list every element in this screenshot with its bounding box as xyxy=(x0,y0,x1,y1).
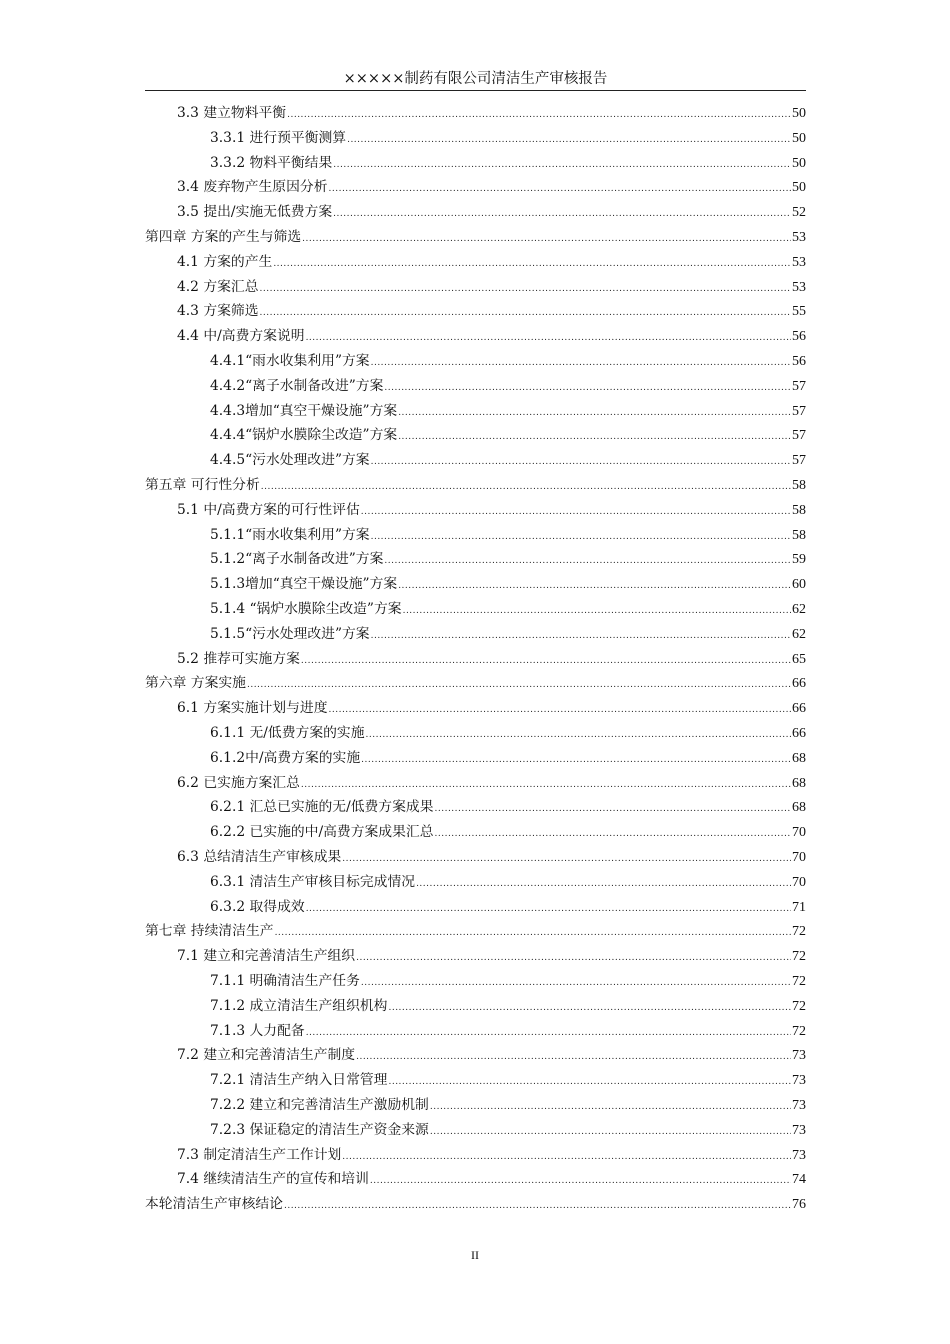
toc-entry-title: 6.1.1 无/低费方案的实施 xyxy=(210,725,365,741)
toc-entry-title: 3.3 建立物料平衡 xyxy=(177,105,287,121)
toc-entry-title: 4.4.5“污水处理改进”方案 xyxy=(210,452,370,469)
toc-entry-title: 3.4 废弃物产生原因分析 xyxy=(177,179,328,196)
toc-entry[interactable] xyxy=(210,547,806,572)
toc-entry[interactable] xyxy=(210,820,806,845)
toc-dot-leader xyxy=(356,946,791,971)
toc-dot-leader xyxy=(329,698,792,723)
toc-entry-title: 6.2.1 汇总已实施的无/低费方案成果 xyxy=(210,799,434,816)
toc-entry-page: 50 xyxy=(792,155,806,171)
toc-entry[interactable] xyxy=(210,423,806,448)
toc-entry-title: 3.5 提出/实施无低费方案 xyxy=(177,204,333,221)
toc-entry[interactable] xyxy=(210,795,806,820)
toc-entry-title: 第四章 方案的产生与筛选 xyxy=(145,229,302,245)
toc-dot-leader xyxy=(306,326,791,351)
toc-dot-leader xyxy=(260,301,791,326)
toc-entry-page: 60 xyxy=(792,577,806,593)
toc-entry-page: 56 xyxy=(792,329,806,345)
toc-dot-leader xyxy=(398,401,791,426)
toc-entry[interactable] xyxy=(145,671,806,696)
toc-entry[interactable] xyxy=(177,498,806,523)
toc-dot-leader xyxy=(342,1145,791,1170)
toc-entry-page: 66 xyxy=(792,701,806,717)
toc-entry-page: 66 xyxy=(792,676,806,692)
toc-entry-title: 5.1.4 “锅炉水膜除尘改造”方案 xyxy=(210,601,402,617)
toc-entry[interactable] xyxy=(177,647,806,672)
header-rule xyxy=(145,90,806,91)
toc-entry-title: 6.2.2 已实施的中/高费方案成果汇总 xyxy=(210,824,434,841)
toc-entry-title: 第七章 持续清洁生产 xyxy=(145,923,274,940)
toc-entry[interactable] xyxy=(210,126,806,151)
toc-entry-page: 57 xyxy=(792,428,806,444)
toc-dot-leader xyxy=(329,177,792,202)
toc-entry[interactable] xyxy=(177,771,806,796)
toc-entry[interactable] xyxy=(177,324,806,349)
toc-entry[interactable] xyxy=(210,994,806,1019)
toc-entry[interactable] xyxy=(210,746,806,771)
toc-entry-page: 71 xyxy=(792,899,806,915)
toc-entry-title: 4.4.1“雨水收集利用”方案 xyxy=(210,353,370,369)
toc-entry-page: 72 xyxy=(792,1023,806,1039)
toc-dot-leader xyxy=(287,103,791,128)
toc-entry-page: 70 xyxy=(792,850,806,865)
toc-entry-page: 73 xyxy=(792,1073,806,1089)
toc-dot-leader xyxy=(301,773,791,798)
toc-entry-page: 73 xyxy=(792,1122,806,1138)
toc-dot-leader xyxy=(388,996,791,1021)
toc-entry-title: 7.1.3 人力配备 xyxy=(210,1022,305,1039)
toc-entry[interactable] xyxy=(177,1043,806,1068)
toc-entry[interactable] xyxy=(210,572,806,597)
toc-entry[interactable] xyxy=(177,175,806,200)
toc-entry[interactable] xyxy=(210,597,806,622)
toc-entry-title: 7.2.3 保证稳定的清洁生产资金来源 xyxy=(210,1121,429,1138)
toc-entry-title: 5.1.3增加“真空干燥设施”方案 xyxy=(210,576,398,593)
toc-entry-page: 66 xyxy=(792,726,806,741)
toc-entry-title: 7.3 制定清洁生产工作计划 xyxy=(177,1146,342,1163)
toc-dot-leader xyxy=(371,450,791,475)
toc-entry-page: 50 xyxy=(792,180,806,196)
toc-entry[interactable] xyxy=(210,523,806,548)
toc-entry-page: 50 xyxy=(792,106,806,121)
toc-entry-title: 4.4.4“锅炉水膜除尘改造”方案 xyxy=(210,427,398,444)
toc-entry-page: 56 xyxy=(792,354,806,369)
toc-entry-title: 5.1 中/高费方案的可行性评估 xyxy=(177,501,360,518)
toc-entry[interactable] xyxy=(210,374,806,399)
toc-entry[interactable] xyxy=(210,399,806,424)
toc-entry-page: 62 xyxy=(792,602,806,617)
toc-dot-leader xyxy=(247,673,791,698)
toc-entry[interactable] xyxy=(210,895,806,920)
toc-entry[interactable] xyxy=(210,1118,806,1143)
toc-dot-leader xyxy=(301,649,791,674)
toc-dot-leader xyxy=(361,500,791,525)
toc-entry-page: 72 xyxy=(792,924,806,940)
toc-entry-page: 68 xyxy=(792,775,806,791)
toc-entry-page: 70 xyxy=(792,874,806,890)
toc-entry-title: 7.2 建立和完善清洁生产制度 xyxy=(177,1047,356,1064)
toc-dot-leader xyxy=(403,599,791,624)
toc-entry[interactable] xyxy=(210,721,806,746)
toc-dot-leader xyxy=(273,252,791,277)
toc-dot-leader xyxy=(347,128,791,153)
toc-entry-title: 4.1 方案的产生 xyxy=(177,253,273,270)
toc-entry[interactable] xyxy=(177,299,806,324)
toc-entry-page: 57 xyxy=(792,378,806,394)
toc-dot-leader xyxy=(306,1021,791,1046)
toc-dot-leader xyxy=(302,227,791,252)
toc-entry[interactable] xyxy=(210,1019,806,1044)
toc-entry-title: 第五章 可行性分析 xyxy=(145,477,260,493)
toc-entry-page: 72 xyxy=(792,998,806,1014)
toc-entry-page: 58 xyxy=(792,478,806,493)
toc-entry-page: 72 xyxy=(792,974,806,989)
toc-entry-title: 3.3.2 物料平衡结果 xyxy=(210,154,333,171)
toc-entry[interactable] xyxy=(145,225,806,250)
toc-entry[interactable] xyxy=(210,969,806,994)
toc-entry-page: 50 xyxy=(792,130,806,146)
toc-entry-title: 4.3 方案筛选 xyxy=(177,303,259,320)
toc-dot-leader xyxy=(284,1194,791,1219)
toc-entry-page: 58 xyxy=(792,502,806,518)
toc-entry-title: 7.1.2 成立清洁生产组织机构 xyxy=(210,997,388,1014)
toc-dot-leader xyxy=(361,971,791,996)
toc-entry-page: 68 xyxy=(792,750,806,766)
toc-entry-page: 73 xyxy=(792,1048,806,1064)
toc-dot-leader xyxy=(435,822,792,847)
toc-dot-leader xyxy=(366,723,791,748)
toc-dot-leader xyxy=(361,748,791,773)
toc-entry-title: 3.3.1 进行预平衡测算 xyxy=(210,129,347,146)
toc-dot-leader xyxy=(430,1095,791,1120)
toc-entry[interactable] xyxy=(210,1068,806,1093)
toc-dot-leader xyxy=(370,1169,791,1194)
toc-entry-page: 52 xyxy=(792,205,806,221)
toc-entry-title: 5.2 推荐可实施方案 xyxy=(177,650,300,667)
toc-entry-title: 5.1.5“污水处理改进”方案 xyxy=(210,625,370,642)
toc-dot-leader xyxy=(371,351,791,376)
toc-entry[interactable] xyxy=(177,944,806,969)
toc-entry[interactable] xyxy=(177,200,806,225)
toc-entry-title: 6.1.2中/高费方案的实施 xyxy=(210,749,361,766)
toc-dot-leader xyxy=(416,872,791,897)
toc-entry-page: 59 xyxy=(792,552,806,568)
toc-entry-page: 62 xyxy=(792,626,806,642)
toc-entry[interactable] xyxy=(177,101,806,126)
toc-entry[interactable] xyxy=(177,1167,806,1192)
toc-entry-page: 57 xyxy=(792,403,806,419)
toc-entry-title: 7.1.1 明确清洁生产任务 xyxy=(210,973,360,989)
toc-dot-leader xyxy=(435,797,792,822)
toc-entry-title: 7.1 建立和完善清洁生产组织 xyxy=(177,948,356,965)
toc-dot-leader xyxy=(261,475,791,500)
toc-entry-page: 73 xyxy=(792,1147,806,1163)
toc-entry-page: 72 xyxy=(792,949,806,965)
toc-dot-leader xyxy=(275,921,791,946)
toc-entry-title: 6.1 方案实施计划与进度 xyxy=(177,700,328,717)
toc-entry-page: 74 xyxy=(792,1172,806,1188)
toc-entry[interactable] xyxy=(210,622,806,647)
toc-entry-title: 第六章 方案实施 xyxy=(145,675,246,692)
toc-entry-title: 6.3.2 取得成效 xyxy=(210,898,305,915)
toc-entry[interactable] xyxy=(210,448,806,473)
toc-dot-leader xyxy=(333,202,791,227)
toc-entry-page: 53 xyxy=(792,279,806,295)
toc-entry[interactable] xyxy=(177,696,806,721)
toc-dot-leader xyxy=(356,1045,791,1070)
toc-dot-leader xyxy=(371,525,791,550)
toc-entry[interactable] xyxy=(210,349,806,374)
toc-entry-title: 6.3 总结清洁生产审核成果 xyxy=(177,849,342,865)
toc-dot-leader xyxy=(388,1070,791,1095)
toc-dot-leader xyxy=(384,549,791,574)
toc-entry[interactable] xyxy=(145,1192,806,1217)
toc-dot-leader xyxy=(398,425,791,450)
toc-entry-title: 7.2.2 建立和完善清洁生产激励机制 xyxy=(210,1097,429,1113)
toc-dot-leader xyxy=(371,624,791,649)
toc-dot-leader xyxy=(384,376,791,401)
toc-entry-title: 4.4.2“离子水制备改进”方案 xyxy=(210,377,384,394)
toc-entry-title: 6.2 已实施方案汇总 xyxy=(177,774,300,791)
toc-entry[interactable] xyxy=(177,1143,806,1168)
toc-entry[interactable] xyxy=(177,250,806,275)
toc-dot-leader xyxy=(398,574,791,599)
toc-entry[interactable] xyxy=(177,845,806,870)
toc-entry-page: 68 xyxy=(792,800,806,816)
toc-entry[interactable] xyxy=(145,919,806,944)
toc-entry[interactable] xyxy=(145,473,806,498)
toc-entry-page: 53 xyxy=(792,230,806,245)
toc-entry[interactable] xyxy=(177,275,806,300)
toc-entry[interactable] xyxy=(210,1093,806,1118)
toc-entry-title: 5.1.1“雨水收集利用”方案 xyxy=(210,526,370,543)
toc-entry-page: 55 xyxy=(792,304,806,320)
toc-entry-title: 7.2.1 清洁生产纳入日常管理 xyxy=(210,1072,388,1089)
toc-dot-leader xyxy=(306,897,791,922)
toc-entry-title: 4.4.3增加“真空干燥设施”方案 xyxy=(210,402,398,419)
toc-entry[interactable] xyxy=(210,870,806,895)
toc-dot-leader xyxy=(260,277,791,302)
toc-dot-leader xyxy=(342,847,791,872)
toc-entry-title: 4.4 中/高费方案说明 xyxy=(177,328,305,345)
toc-entry-page: 76 xyxy=(792,1197,806,1213)
toc-dot-leader xyxy=(333,153,791,178)
toc-entry-page: 65 xyxy=(792,651,806,667)
toc-entry-title: 6.3.1 清洁生产审核目标完成情况 xyxy=(210,873,416,890)
toc-dot-leader xyxy=(430,1120,791,1145)
toc-entry-title: 7.4 继续清洁生产的宣传和培训 xyxy=(177,1171,369,1188)
toc-entry-title: 本轮清洁生产审核结论 xyxy=(145,1196,283,1213)
toc-entry-page: 70 xyxy=(792,825,806,841)
toc-entry-page: 53 xyxy=(792,254,806,270)
toc-entry-page: 57 xyxy=(792,453,806,469)
toc-entry[interactable] xyxy=(210,151,806,176)
toc-entry-title: 5.1.2“离子水制备改进”方案 xyxy=(210,551,384,568)
toc-entry-title: 4.2 方案汇总 xyxy=(177,278,259,295)
toc-entry-page: 73 xyxy=(792,1098,806,1113)
page-number: II xyxy=(471,1248,479,1262)
page-header-title: ×××××制药有限公司清洁生产审核报告 xyxy=(343,71,608,87)
toc-entry-page: 58 xyxy=(792,527,806,543)
